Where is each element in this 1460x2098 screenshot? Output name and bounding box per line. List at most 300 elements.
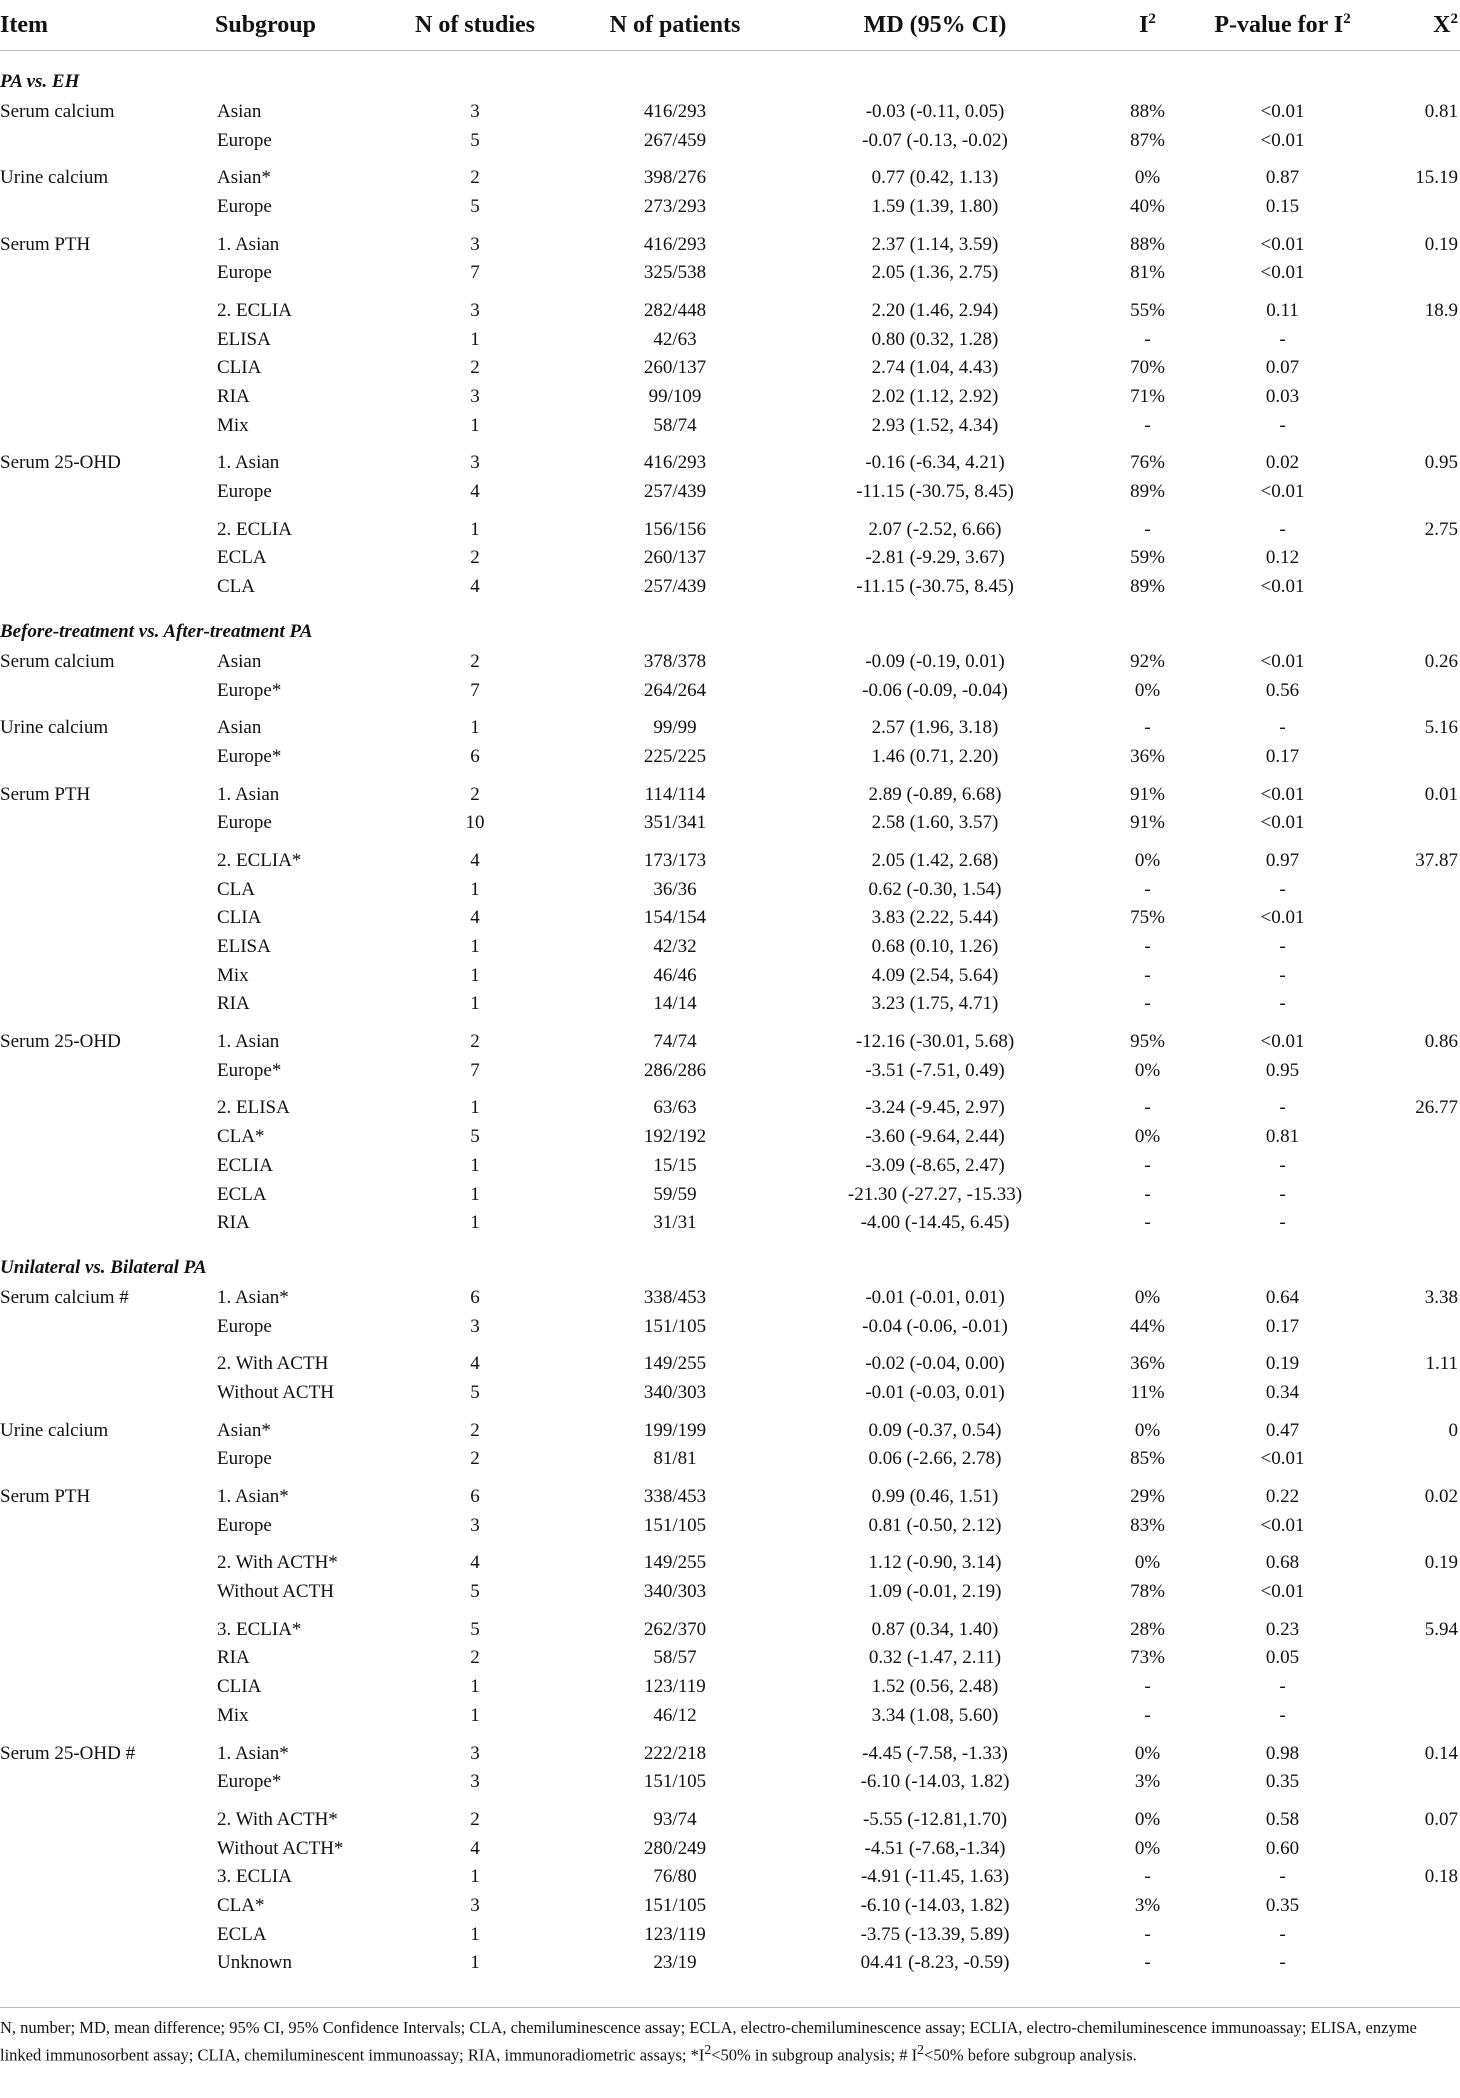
row-subgroup: Europe [217,1315,272,1337]
row-i2: 0% [1134,1742,1161,1764]
row-i2: - [1144,328,1151,350]
row-n-studies: 5 [470,1381,480,1403]
header-md: MD (95% CI) [775,0,1095,51]
table-row [0,1701,1460,1730]
row-p-value: - [1279,993,1286,1015]
row-n-studies: 7 [470,679,480,701]
row-p-value: - [1279,328,1286,350]
row-i2: 95% [1130,1031,1165,1053]
row-n-studies: 5 [470,1618,480,1640]
row-md-ci: -0.09 (-0.19, 0.01) [865,650,1005,672]
row-item [0,1208,215,1237]
row-n-studies: 2 [470,1808,480,1830]
row-n-patients: 42/63 [653,328,697,350]
row-md-ci: 3.23 (1.75, 4.71) [871,993,999,1015]
row-p-value: - [1279,1952,1286,1974]
row-i2: - [1144,1704,1151,1726]
row-x2 [1365,1180,1460,1209]
row-item [0,354,215,383]
row-p-value: <0.01 [1260,1031,1305,1053]
row-x2: 0 [1448,1419,1458,1441]
row-subgroup: Mix [217,1704,249,1726]
table-row [0,1283,1460,1312]
row-subgroup: Asian [217,100,262,122]
row-item [0,932,215,961]
table-row [0,1085,1460,1123]
section-header-row [0,1237,1460,1283]
row-md-ci: 1.12 (-0.90, 3.14) [868,1552,1002,1574]
row-x2: 37.87 [1415,849,1458,871]
row-n-studies: 1 [470,1923,480,1945]
row-item [0,742,215,771]
row-x2 [1365,258,1460,287]
row-i2: 75% [1130,907,1165,929]
row-md-ci: -0.07 (-0.13, -0.02) [862,129,1008,151]
row-n-patients: 156/156 [643,518,707,540]
row-x2 [1365,904,1460,933]
row-i2: - [1144,1923,1151,1945]
row-item [0,904,215,933]
row-n-studies: 1 [470,1866,480,1888]
row-item [0,325,215,354]
row-p-value: <0.01 [1260,262,1305,284]
row-p-value: 0.68 [1265,1552,1300,1574]
row-subgroup: Europe [217,481,272,503]
row-n-studies: 1 [470,1676,480,1698]
row-x2 [1365,1644,1460,1673]
row-subgroup: 1. Asian [217,233,280,255]
row-md-ci: 3.83 (2.22, 5.44) [871,907,999,929]
row-subgroup: ECLIA [217,1154,273,1176]
row-i2: 91% [1130,783,1165,805]
row-subgroup: ECLA [217,1183,267,1205]
row-md-ci: 0.68 (0.10, 1.26) [871,936,999,958]
table-row [0,221,1460,259]
row-i2: 92% [1130,650,1165,672]
row-subgroup: 2. ELISA [217,1097,290,1119]
row-i2: 0% [1134,167,1161,189]
row-subgroup: CLA [217,576,255,598]
table-row [0,477,1460,506]
table-row [0,1122,1460,1151]
row-n-studies: 4 [470,481,480,503]
row-n-studies: 4 [470,907,480,929]
row-p-value: - [1279,1183,1286,1205]
row-n-patients: 74/74 [653,1031,697,1053]
row-md-ci: 2.20 (1.46, 2.94) [871,299,999,321]
row-item: Serum PTH [0,783,91,805]
table-row [0,1834,1460,1863]
row-i2: 0% [1134,1286,1161,1308]
row-i2: - [1144,1212,1151,1234]
row-n-studies: 2 [470,1647,480,1669]
row-md-ci: -4.00 (-14.45, 6.45) [860,1212,1010,1234]
row-n-studies: 3 [470,1894,480,1916]
row-p-value: 0.95 [1265,1059,1300,1081]
row-subgroup: RIA [217,993,250,1015]
row-n-studies: 4 [470,1552,480,1574]
table-row [0,875,1460,904]
row-subgroup: Without ACTH* [217,1837,344,1859]
row-subgroup: Europe* [217,679,282,701]
row-p-value: 0.98 [1265,1742,1300,1764]
row-p-value: <0.01 [1260,1581,1305,1603]
row-n-studies: 7 [470,262,480,284]
row-n-patients: 151/105 [643,1315,707,1337]
table-row [0,704,1460,742]
row-n-patients: 325/538 [643,262,707,284]
row-p-value: 0.58 [1265,1808,1300,1830]
row-subgroup: Europe [217,812,272,834]
row-i2: 0% [1134,1808,1161,1830]
table-row [0,1891,1460,1920]
row-n-studies: 1 [470,328,480,350]
row-subgroup: 3. ECLIA [217,1866,292,1888]
row-n-studies: 5 [470,129,480,151]
table-row [0,771,1460,809]
row-x2: 15.19 [1415,167,1458,189]
row-md-ci: 04.41 (-8.23, -0.59) [860,1952,1010,1974]
row-n-patients: 260/137 [643,547,707,569]
row-x2 [1365,544,1460,573]
row-n-patients: 123/119 [644,1923,706,1945]
row-item [0,411,215,440]
row-i2: - [1144,878,1151,900]
row-md-ci: 0.09 (-0.37, 0.54) [868,1419,1002,1441]
table-row [0,1056,1460,1085]
row-n-studies: 3 [470,1742,480,1764]
table-row [0,1473,1460,1511]
row-subgroup: Asian [217,717,262,739]
row-md-ci: -2.81 (-9.29, 3.67) [865,547,1005,569]
row-subgroup: 2. With ACTH [217,1353,329,1375]
row-i2: 83% [1130,1514,1165,1536]
row-subgroup: ELISA [217,936,271,958]
row-p-value: 0.11 [1266,299,1299,321]
row-md-ci: -0.02 (-0.04, 0.00) [865,1353,1005,1375]
row-x2: 2.75 [1424,518,1458,540]
row-x2 [1365,676,1460,705]
row-item [0,1312,215,1341]
row-n-patients: 42/32 [653,936,697,958]
row-p-value: - [1279,1212,1286,1234]
row-n-studies: 6 [470,1486,480,1508]
row-i2: 0% [1134,849,1161,871]
row-p-value: <0.01 [1260,1448,1305,1470]
row-i2: 11% [1130,1381,1165,1403]
row-p-value: 0.35 [1265,1894,1300,1916]
row-subgroup: 1. Asian* [217,1286,289,1308]
table-row [0,1920,1460,1949]
table-row [0,932,1460,961]
row-item: Serum 25-OHD # [0,1742,136,1764]
row-md-ci: 1.59 (1.39, 1.80) [871,195,999,217]
row-item: Serum 25-OHD [0,1031,121,1053]
row-n-studies: 1 [470,717,480,739]
row-item [0,1056,215,1085]
row-i2: 0% [1134,1837,1161,1859]
row-n-patients: 264/264 [643,679,707,701]
table-row [0,1577,1460,1606]
row-n-studies: 1 [470,964,480,986]
row-md-ci: 0.87 (0.34, 1.40) [871,1618,999,1640]
row-n-studies: 7 [470,1059,480,1081]
row-x2 [1365,354,1460,383]
section-title: Before-treatment vs. After-treatment PA [0,621,313,642]
row-n-studies: 1 [470,993,480,1015]
row-n-patients: 36/36 [653,878,697,900]
row-x2: 0.01 [1424,783,1458,805]
row-n-studies: 2 [470,1448,480,1470]
section-header-row [0,601,1460,647]
table-row [0,506,1460,544]
row-subgroup: Without ACTH [217,1381,334,1403]
row-subgroup: Asian* [217,167,271,189]
row-n-patients: 46/12 [653,1704,697,1726]
row-n-studies: 4 [470,1837,480,1859]
row-x2: 0.14 [1424,1742,1458,1764]
row-n-studies: 3 [470,100,480,122]
row-n-studies: 1 [470,1154,480,1176]
row-item [0,1606,215,1644]
row-subgroup: 3. ECLIA* [217,1618,302,1640]
table-body [0,51,1460,1978]
row-i2: 87% [1130,129,1165,151]
row-n-studies: 3 [470,1514,480,1536]
row-n-patients: 151/105 [643,1771,707,1793]
row-item [0,382,215,411]
row-x2 [1365,192,1460,221]
row-n-patients: 222/218 [643,1742,707,1764]
header-x2-label: X [1433,12,1451,38]
row-md-ci: 2.05 (1.36, 2.75) [871,262,999,284]
row-item [0,1540,215,1578]
row-subgroup: 2. ECLIA [217,518,292,540]
row-n-studies: 2 [470,357,480,379]
row-i2: 70% [1130,357,1165,379]
header-x2 [1365,0,1460,51]
row-md-ci: -0.04 (-0.06, -0.01) [862,1315,1008,1337]
row-subgroup: Europe [217,1448,272,1470]
row-n-patients: 273/293 [643,195,707,217]
header-x2-sup: 2 [1450,11,1458,27]
row-i2: 36% [1130,745,1165,767]
row-subgroup: Europe [217,195,272,217]
row-n-studies: 6 [470,745,480,767]
section-title: PA vs. EH [0,71,80,92]
row-x2 [1365,1949,1460,1978]
row-p-value: <0.01 [1260,783,1305,805]
row-md-ci: 0.62 (-0.30, 1.54) [868,878,1002,900]
row-item [0,258,215,287]
row-item [0,990,215,1019]
row-md-ci: 0.80 (0.32, 1.28) [871,328,999,350]
row-x2 [1365,1056,1460,1085]
table-row [0,808,1460,837]
row-n-studies: 1 [470,1097,480,1119]
row-n-patients: 114/114 [644,783,706,805]
footnote-end: <50% before subgroup analysis. [924,2045,1137,2065]
row-item [0,1949,215,1978]
table-row [0,544,1460,573]
row-md-ci: -3.09 (-8.65, 2.47) [865,1154,1005,1176]
row-n-patients: 282/448 [643,299,707,321]
row-p-value: - [1279,518,1286,540]
row-n-patients: 338/453 [643,1286,707,1308]
header-i2-label: I [1139,12,1149,38]
row-n-studies: 2 [470,1031,480,1053]
row-p-value: <0.01 [1260,907,1305,929]
table-header [0,0,1460,51]
header-p-label: P-value for I [1214,12,1344,38]
row-n-studies: 1 [470,1952,480,1974]
row-md-ci: -21.30 (-27.27, -15.33) [847,1183,1023,1205]
row-item: Serum calcium # [0,1286,129,1308]
row-n-patients: 286/286 [643,1059,707,1081]
row-n-patients: 267/459 [643,129,707,151]
row-item: Serum PTH [0,1486,91,1508]
row-x2 [1365,382,1460,411]
row-p-value: 0.87 [1265,167,1300,189]
row-x2: 18.9 [1424,299,1458,321]
row-subgroup: 1. Asian [217,1031,280,1053]
row-i2: 85% [1130,1448,1165,1470]
row-item [0,1796,215,1834]
row-n-patients: 151/105 [643,1894,707,1916]
row-md-ci: -11.15 (-30.75, 8.45) [856,481,1014,503]
row-item [0,1577,215,1606]
row-item [0,1340,215,1378]
row-md-ci: -0.06 (-0.09, -0.04) [862,679,1008,701]
row-item [0,1151,215,1180]
row-n-studies: 1 [470,936,480,958]
row-item [0,1085,215,1123]
table-row [0,1378,1460,1407]
row-n-studies: 3 [470,452,480,474]
row-i2: - [1144,1154,1151,1176]
row-subgroup: 2. With ACTH* [217,1552,338,1574]
row-n-patients: 99/109 [648,386,702,408]
row-p-value: - [1279,1704,1286,1726]
row-p-value: 0.17 [1265,745,1300,767]
row-p-value: <0.01 [1260,812,1305,834]
row-n-studies: 4 [470,849,480,871]
row-i2: 91% [1130,812,1165,834]
row-p-value: - [1279,1866,1286,1888]
row-x2: 0.81 [1424,100,1458,122]
row-p-value: 0.23 [1265,1618,1300,1640]
row-p-value: <0.01 [1260,481,1305,503]
row-x2 [1365,411,1460,440]
row-subgroup: RIA [217,1647,250,1669]
row-x2 [1365,1834,1460,1863]
footnote-sup-1: 2 [704,2041,712,2057]
row-md-ci: 2.07 (-2.52, 6.66) [868,518,1002,540]
row-subgroup: Europe [217,262,272,284]
row-n-patients: 59/59 [653,1183,697,1205]
row-item: Urine calcium [0,717,109,739]
row-x2 [1365,1511,1460,1540]
row-p-value: 0.12 [1265,547,1300,569]
row-n-studies: 6 [470,1286,480,1308]
row-x2 [1365,126,1460,155]
row-md-ci: 1.52 (0.56, 2.48) [871,1676,999,1698]
row-subgroup: CLA* [217,1126,265,1148]
row-p-value: - [1279,1097,1286,1119]
row-md-ci: 3.34 (1.08, 5.60) [871,1704,999,1726]
row-n-patients: 416/293 [643,100,707,122]
row-n-studies: 3 [470,299,480,321]
row-md-ci: -0.03 (-0.11, 0.05) [865,100,1005,122]
row-x2: 5.94 [1424,1618,1458,1640]
row-n-patients: 416/293 [643,233,707,255]
row-item [0,808,215,837]
row-subgroup: Unknown [217,1952,292,1974]
row-p-value: <0.01 [1260,1514,1305,1536]
row-md-ci: 4.09 (2.54, 5.64) [871,964,999,986]
row-i2: - [1144,414,1151,436]
table-row [0,1606,1460,1644]
section-header-row [0,51,1460,98]
table-row [0,411,1460,440]
row-item [0,1767,215,1796]
row-x2 [1365,1208,1460,1237]
row-n-patients: 63/63 [653,1097,697,1119]
row-i2: 0% [1134,679,1161,701]
row-subgroup: 2. ECLIA [217,299,292,321]
row-n-studies: 10 [465,812,485,834]
row-md-ci: -3.75 (-13.39, 5.89) [860,1923,1010,1945]
row-subgroup: Europe* [217,1059,282,1081]
table-row [0,1796,1460,1834]
row-i2: 28% [1130,1618,1165,1640]
row-md-ci: 2.02 (1.12, 2.92) [871,386,999,408]
row-n-patients: 23/19 [653,1952,697,1974]
row-p-value: 0.81 [1265,1126,1300,1148]
row-n-studies: 5 [470,1581,480,1603]
row-p-value: 0.34 [1265,1381,1300,1403]
row-n-patients: 76/80 [653,1866,697,1888]
row-n-studies: 2 [470,650,480,672]
row-n-patients: 416/293 [643,452,707,474]
row-n-patients: 149/255 [643,1353,707,1375]
row-x2 [1365,808,1460,837]
row-item [0,287,215,325]
row-md-ci: 0.32 (-1.47, 2.11) [868,1647,1002,1669]
row-md-ci: 1.46 (0.71, 2.20) [871,745,999,767]
row-x2 [1365,1701,1460,1730]
row-p-value: 0.17 [1265,1315,1300,1337]
row-i2: - [1144,1952,1151,1974]
row-i2: 89% [1130,576,1165,598]
row-n-studies: 3 [470,233,480,255]
row-n-studies: 3 [470,1315,480,1337]
row-i2: 78% [1130,1581,1165,1603]
row-item: Urine calcium [0,1419,109,1441]
row-p-value: 0.02 [1265,452,1300,474]
row-p-value: 0.03 [1265,386,1300,408]
row-md-ci: -4.51 (-7.68,-1.34) [864,1837,1006,1859]
row-p-value: 0.35 [1265,1771,1300,1793]
row-i2: - [1144,717,1151,739]
header-n-patients: N of patients [575,0,775,51]
row-item [0,875,215,904]
row-md-ci: 2.37 (1.14, 3.59) [871,233,999,255]
row-md-ci: -6.10 (-14.03, 1.82) [860,1894,1010,1916]
row-subgroup: Without ACTH [217,1581,334,1603]
header-item: Item [0,0,215,51]
row-md-ci: -11.15 (-30.75, 8.45) [856,576,1014,598]
